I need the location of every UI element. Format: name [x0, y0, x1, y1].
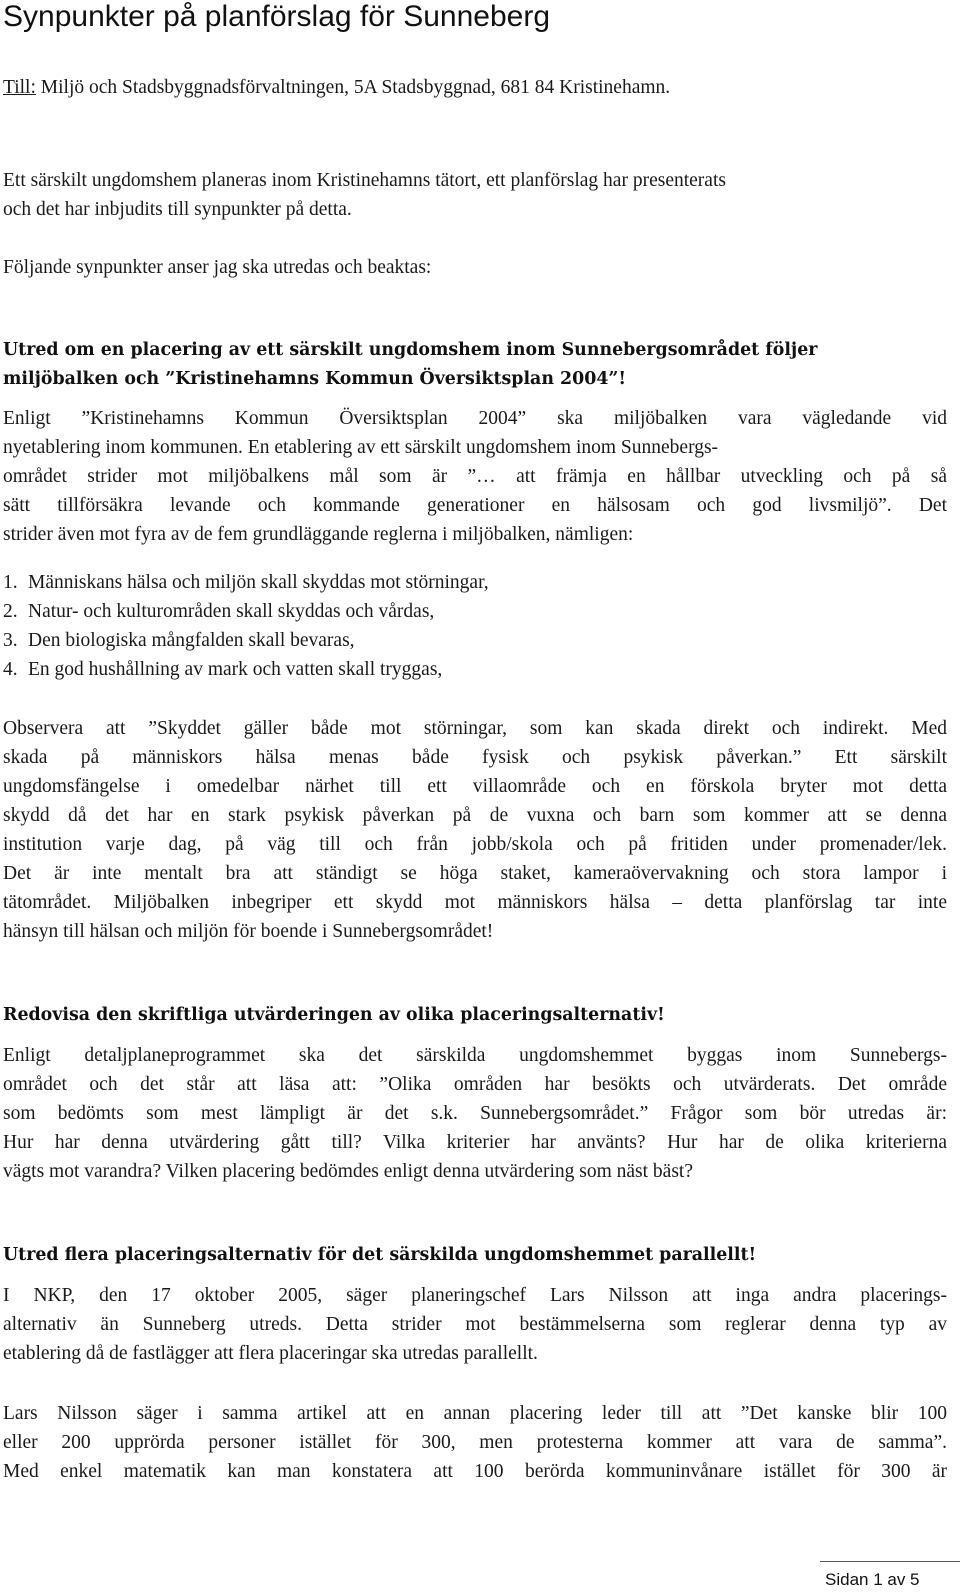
paragraph-line: Hur har denna utvärdering gått till? Vilka kriterier har använts? Hur har de olika kriterierna [3, 1132, 947, 1153]
list-text: Den biologiska mångfalden skall bevaras, [28, 630, 355, 651]
intro-line: och det har inbjudits till synpunkter på detta. [3, 199, 352, 220]
list-item [3, 655, 442, 685]
paragraph-line: skada på människors hälsa menas både fysisk och psykisk påverkan.” Ett särskilt [3, 747, 947, 768]
paragraph-line: Enligt ”Kristinehamns Kommun Översiktsplan 2004” ska miljöbalken vara vägledande vid [3, 408, 947, 429]
list-number: 1. [3, 572, 18, 593]
paragraph-line: Lars Nilsson säger i samma artikel att en annan placering leder till att ”Det kanske blir 100 [3, 1403, 947, 1424]
list-text: Natur- och kulturområden skall skyddas och vårdas, [28, 601, 435, 622]
section-heading: Utred om en placering av ett särskilt ungdomshem inom Sunnebergsområdet följer [3, 340, 818, 360]
paragraph-line: hänsyn till hälsan och miljön för boende i Sunnebergsområdet! [3, 921, 494, 942]
document-title: Synpunkter på planförslag för Sunneberg [3, 0, 551, 33]
section-heading: Utred flera placeringsalternativ för det särskilda ungdomshemmet parallellt! [3, 1245, 757, 1265]
list-number: 4. [3, 659, 18, 680]
recipient-text: Miljö och Stadsbyggnadsförvaltningen, 5A Stadsbyggnad, 681 84 Kristinehamn. [40, 77, 671, 98]
paragraph-line: Det är inte mentalt bra att ständigt se höga staket, kameraövervakning och stora lampor i [3, 863, 947, 884]
list-item [3, 568, 489, 598]
page-number: Sidan 1 av 5 [825, 1570, 920, 1589]
paragraph-line: strider även mot fyra av de fem grundläggande reglerna i miljöbalken, nämligen: [3, 524, 634, 545]
paragraph-line: I NKP, den 17 oktober 2005, säger planeringschef Lars Nilsson att inga andra placerings- [3, 1285, 947, 1306]
paragraph-line: institution varje dag, på väg till och från jobb/skola och på fritiden under promenader/lek. [3, 834, 947, 855]
paragraph-line: ungdomsfängelse i omedelbar närhet till ett villaområde och en förskola bryter mot detta [3, 776, 947, 797]
list-text: En god hushållning av mark och vatten skall tryggas, [28, 659, 443, 680]
paragraph-line: etablering då de fastlägger att flera placeringar ska utredas parallellt. [3, 1343, 538, 1364]
list-number: 2. [3, 601, 18, 622]
list-item [3, 597, 434, 627]
paragraph-line: Enligt detaljplaneprogrammet ska det särskilda ungdomshemmet byggas inom Sunnebergs- [3, 1045, 947, 1066]
paragraph-line: eller 200 upprörda personer istället för 300, men protesterna kommer att vara de samma”. [3, 1432, 947, 1453]
section-heading: Redovisa den skriftliga utvärderingen av olika placeringsalternativ! [3, 1005, 665, 1025]
paragraph-line: skydd då det har en stark psykisk påverkan på de vuxna och barn som kommer att se denna [3, 805, 947, 826]
paragraph-line: tätområdet. Miljöbalken inbegriper ett skydd mot människors hälsa – detta planförslag tar inte [3, 892, 947, 913]
paragraph-line: området strider mot miljöbalkens mål som är ”… att främja en hållbar utveckling och på så [3, 466, 947, 487]
paragraph-line: vägts mot varandra? Vilken placering bedömdes enligt denna utvärdering som näst bäst? [3, 1161, 693, 1182]
footer-rule [820, 1561, 960, 1562]
paragraph-line: Observera att ”Skyddet gäller både mot störningar, som kan skada direkt och indirekt. Med [3, 718, 947, 739]
paragraph-line: området och det står att läsa att: ”Olika områden har besökts och utvärderats. Det område [3, 1074, 947, 1095]
recipient-label: Till: [3, 77, 36, 98]
paragraph-line: sätt tillförsäkra levande och kommande generationer en hälsosam och god livsmiljö”. Det [3, 495, 947, 516]
intro-line: Följande synpunkter anser jag ska utredas och beaktas: [3, 257, 432, 278]
paragraph-line: alternativ än Sunneberg utreds. Detta strider mot bestämmelserna som reglerar denna typ av [3, 1314, 947, 1335]
section-heading: miljöbalken och ”Kristinehamns Kommun Översiktsplan 2004”! [3, 369, 627, 389]
paragraph-line: nyetablering inom kommunen. En etablering av ett särskilt ungdomshem inom Sunnebergs- [3, 437, 719, 458]
list-number: 3. [3, 630, 18, 651]
paragraph-line: Med enkel matematik kan man konstatera att 100 berörda kommuninvånare istället för 300 är [3, 1461, 947, 1482]
intro-line: Ett särskilt ungdomshem planeras inom Kristinehamns tätort, ett planförslag har presenterats [3, 170, 726, 191]
paragraph-line: som bedömts som mest lämpligt är det s.k. Sunnebergsområdet.” Frågor som bör utredas är: [3, 1103, 947, 1124]
recipient-line [3, 73, 670, 103]
list-text: Människans hälsa och miljön skall skyddas mot störningar, [28, 572, 489, 593]
list-item [3, 626, 355, 656]
